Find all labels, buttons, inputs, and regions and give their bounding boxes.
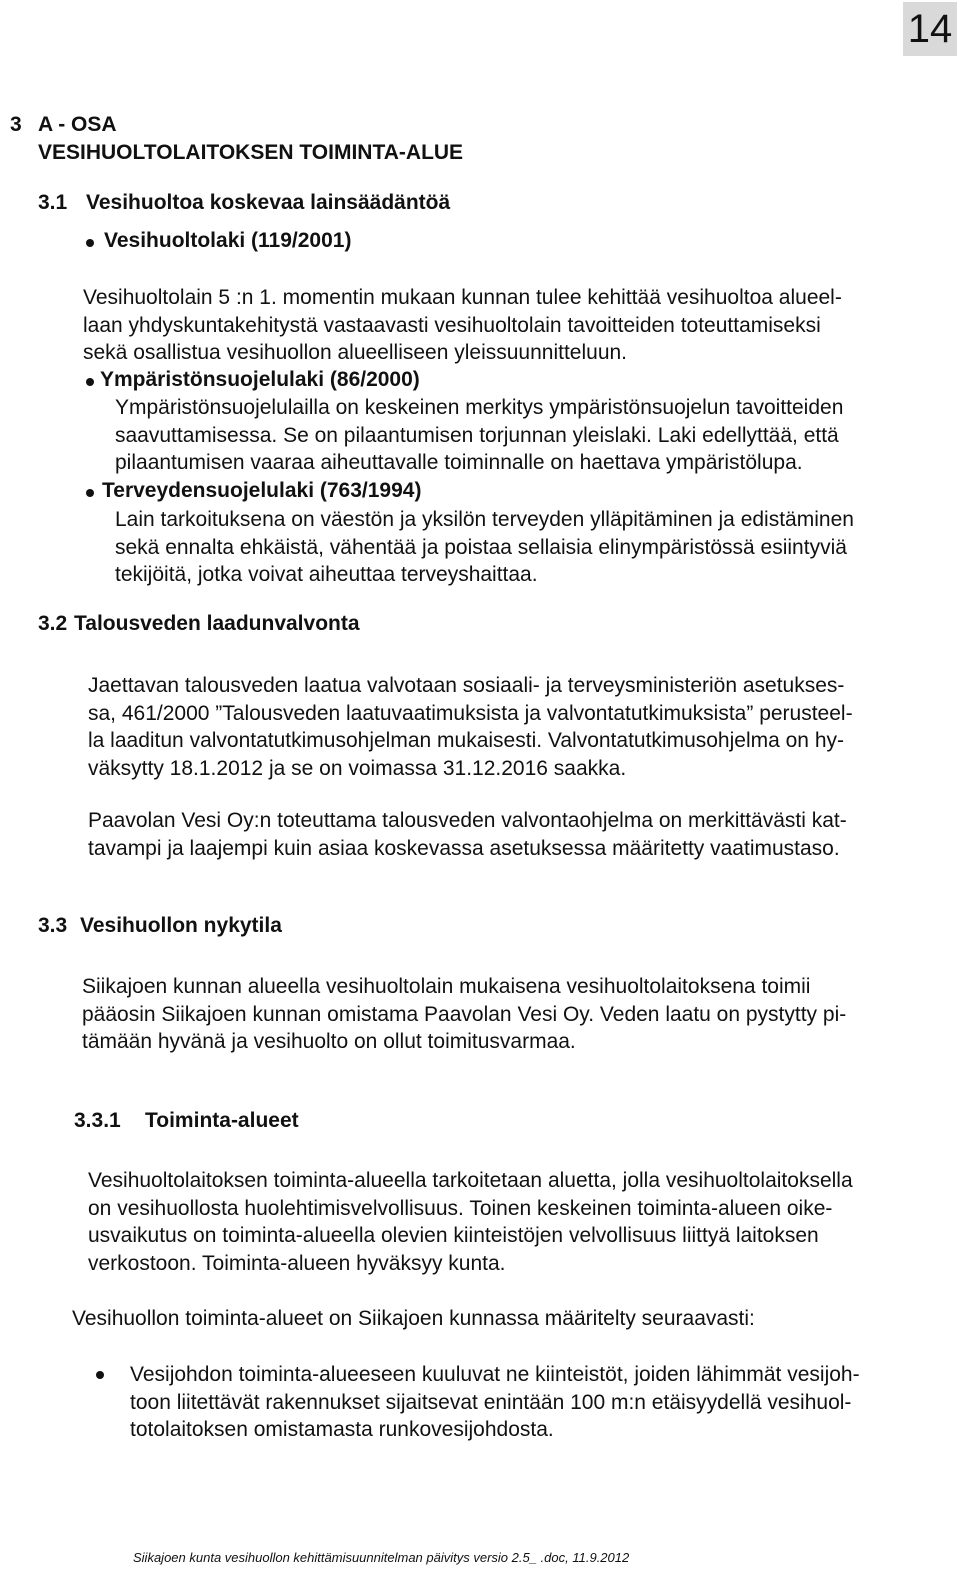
law-description: Ympäristönsuojelulailla on keskeinen merkitys ympäristönsuojelun tavoitteiden saavuttamisessa. Se on pilaantumisen torjunnan yleislaki. Laki edellyttää, että pilaantumisen vaaraa aiheuttavalle toiminnalle on haettava ympäristölupa. (115, 396, 844, 474)
page-number: 14 (903, 2, 957, 56)
subsection-title: Talousveden laadunvalvonta (74, 612, 360, 635)
paragraph: Vesihuollon toiminta-alueet on Siikajoen kunnassa määritelty seuraavasti: (72, 1307, 755, 1330)
subsection-title: Vesihuoltoa koskevaa lainsäädäntöä (86, 191, 451, 214)
law-title: Vesihuoltolaki (119/2001) (104, 229, 352, 252)
subsection-number: 3.3 (38, 914, 68, 937)
subsection-title: Vesihuollon nykytila (80, 914, 282, 937)
subsubsection-number: 3.3.1 (74, 1109, 121, 1132)
subsubsection-title: Toiminta-alueet (145, 1109, 299, 1132)
law-description: Vesihuoltolain 5 :n 1. momentin mukaan kunnan tulee kehittää vesihuoltoa alueel- laan yhdyskuntakehitystä vastaavasti vesihuoltolain tavoitteiden toteuttamiseksi sekä osallistua vesihuollon alueelliseen yleissuunnitteluun. (83, 286, 842, 364)
bullet-icon (86, 378, 94, 386)
paragraph: Paavolan Vesi Oy:n toteuttama talousveden valvontaohjelma on merkittävästi kat- tavampi ja laajempi kuin asiaa koskevassa asetuksessa määritetty vaatimustaso. (88, 809, 847, 860)
page-footer: Siikajoen kunta vesihuollon kehittämisuunnitelman päivitys versio 2.5_ .doc, 11.9.2012 (133, 1550, 630, 1565)
paragraph: Vesihuoltolaitoksen toiminta-alueella tarkoitetaan aluetta, jolla vesihuoltolaitoksella on vesihuollosta huolehtimisvelvollisuus. Toinen keskeinen toiminta-alueen oike- usvaikutus on toiminta-alueella olevien kiinteistöjen velvollisuus liittyä laitoksen verkostoon. Toiminta-alueen hyväksyy kunta. (88, 1169, 853, 1275)
section-title: A - OSA (38, 113, 117, 136)
bullet-icon (86, 489, 94, 497)
section-number: 3 (10, 113, 22, 136)
paragraph: Siikajoen kunnan alueella vesihuoltolain mukaisena vesihuoltolaitoksena toimii pääosin Siikajoen kunnan omistama Paavolan Vesi Oy. Veden laatu on pystytty pi- tämään hyvänä ja vesihuolto on ollut toimitusvarmaa. (82, 975, 847, 1053)
subsection-number: 3.1 (38, 191, 68, 214)
bullet-text: Vesijohdon toiminta-alueeseen kuuluvat ne kiinteistöt, joiden lähimmät vesijoh- toon liitettävät rakennukset sijaitsevat enintään 100 m:n etäisyydellä vesihuol- totolaitoksen omistamasta runkovesijohdosta. (130, 1363, 860, 1441)
section-subtitle: VESIHUOLTOLAITOKSEN TOIMINTA-ALUE (38, 141, 464, 164)
bullet-icon (86, 239, 94, 247)
paragraph: Jaettavan talousveden laatua valvotaan sosiaali- ja terveysministeriön asetukses- sa, 461/2000 ”Talousveden laatuvaatimuksista ja valvontatutkimuksista” perusteel- la laaditun valvontatutkimusohjelman mukaisesti. Valvontatutkimusohjelma on hy- väksytty 18.1.2012 ja se on voimassa 31.12.2016 saakka. (88, 674, 853, 780)
law-description: Lain tarkoituksena on väestön ja yksilön terveyden ylläpitäminen ja edistäminen sekä ennalta ehkäistä, vähentää ja poistaa sellaisia elinympäristössä esiintyviä tekijöitä, jotka voivat aiheuttaa terveyshaittaa. (115, 508, 854, 586)
subsection-number: 3.2 (38, 612, 68, 635)
bullet-icon (96, 1371, 104, 1379)
law-title: Ympäristönsuojelulaki (86/2000) (100, 368, 420, 391)
law-title: Terveydensuojelulaki (763/1994) (102, 479, 422, 502)
